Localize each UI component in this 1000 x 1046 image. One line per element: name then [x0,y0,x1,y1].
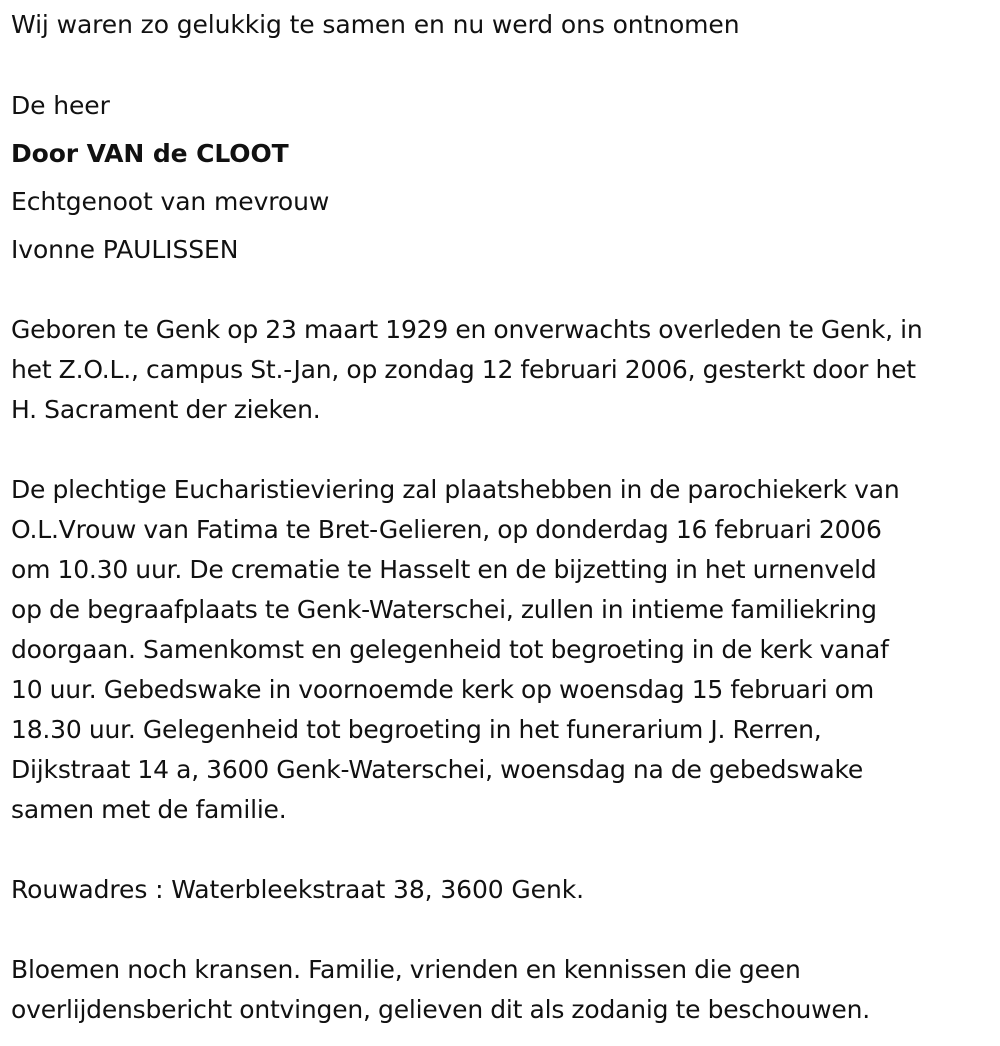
flowers-paragraph [11,950,996,1030]
paragraph-line: doorgaan. Samenkomst en gelegenheid tot begroeting in de kerk vanaf [11,635,889,664]
paragraph-line: het Z.O.L., campus St.-Jan, op zondag 12 februari 2006, gesterkt door het [11,355,916,384]
paragraph-line: Bloemen noch kransen. Familie, vrienden en kennissen die geen [11,955,801,984]
paragraph-line: Geboren te Genk op 23 maart 1929 en onverwachts overleden te Genk, in [11,315,923,344]
title-prefix: De heer [11,91,110,120]
paragraph-line: O.L.Vrouw van Fatima te Bret-Gelieren, op donderdag 16 februari 2006 [11,515,882,544]
paragraph-line: overlijdensbericht ontvingen, gelieven dit als zodanig te beschouwen. [11,995,870,1024]
paragraph-line: om 10.30 uur. De crematie te Hasselt en de bijzetting in het urnenveld [11,555,877,584]
spouse-label: Echtgenoot van mevrouw [11,187,330,216]
mourning-address: Rouwadres : Waterbleekstraat 38, 3600 Genk. [11,875,584,904]
paragraph-line: op de begraafplaats te Genk-Waterschei, zullen in intieme familiekring [11,595,877,624]
paragraph-line: Dijkstraat 14 a, 3600 Genk-Waterschei, woensdag na de gebedswake [11,755,864,784]
motto-text: Wij waren zo gelukkig te samen en nu werd ons ontnomen [11,10,740,39]
ceremony-paragraph [11,470,996,830]
deceased-name: Door VAN de CLOOT [11,139,289,168]
paragraph-line: 18.30 uur. Gelegenheid tot begroeting in het funerarium J. Rerren, [11,715,822,744]
birth-death-paragraph [11,310,996,430]
paragraph-line: samen met de familie. [11,795,287,824]
paragraph-line: 10 uur. Gebedswake in voornoemde kerk op woensdag 15 februari om [11,675,874,704]
paragraph-line: H. Sacrament der zieken. [11,395,321,424]
spouse-name: Ivonne PAULISSEN [11,235,239,264]
paragraph-line: De plechtige Eucharistieviering zal plaatshebben in de parochiekerk van [11,475,900,504]
